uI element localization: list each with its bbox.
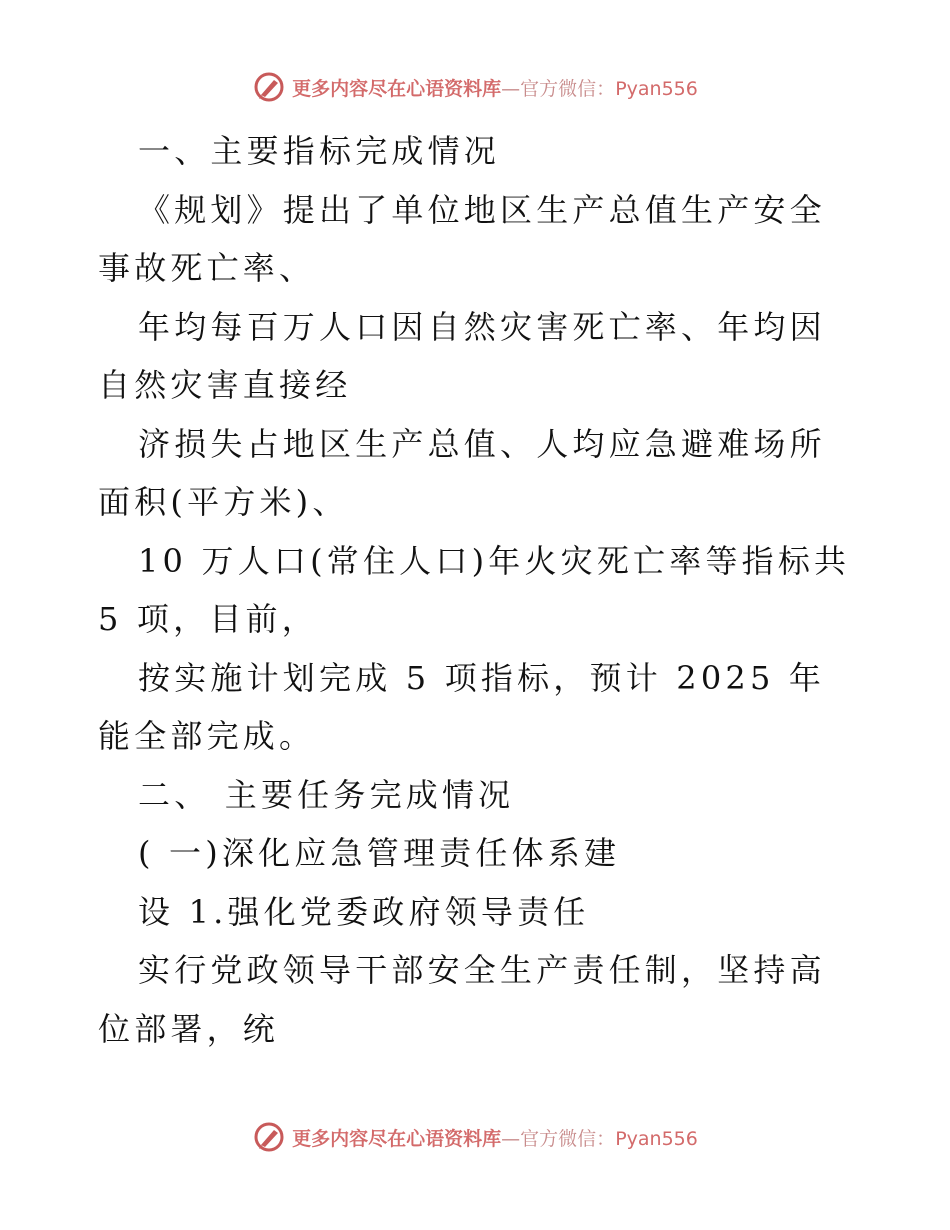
paragraph: 按实施计划完成 5 项指标，预计 2025 年能全部完成。	[98, 658, 826, 755]
pen-circle-icon	[252, 1120, 286, 1154]
watermark-separator: —	[501, 77, 521, 100]
heading-main-indicators: 一、主要指标完成情况	[138, 132, 501, 170]
footer-watermark	[0, 1120, 950, 1154]
watermark-main: 更多内容尽在心语资料库	[292, 1127, 502, 1150]
paragraph: 实行党政领导干部安全生产责任制，坚持高位部署，统	[98, 951, 826, 1048]
watermark-text	[292, 1124, 698, 1151]
paragraph: 年均每百万人口因自然灾害死亡率、年均因自然灾害直接经	[98, 307, 826, 404]
document-body	[98, 122, 858, 1058]
subheading: 设 1.强化党委政府领导责任	[138, 892, 590, 931]
paragraph: 《规划》提出了单位地区生产总值生产安全事故死亡率、	[98, 190, 826, 287]
watermark-separator: —	[501, 1127, 521, 1150]
pen-circle-icon	[252, 70, 286, 104]
watermark-id: Pyan556	[615, 1127, 698, 1150]
heading-main-tasks: 二、 主要任务完成情况	[138, 775, 515, 814]
watermark-text	[292, 74, 698, 101]
paragraph: 10 万人口(常住人口)年火灾死亡率等指标共 5 项，目前，	[98, 541, 851, 638]
watermark-id: Pyan556	[615, 77, 698, 100]
subheading: ( 一)深化应急管理责任体系建	[138, 834, 621, 872]
header-watermark	[0, 70, 950, 104]
paragraph: 济损失占地区生产总值、人均应急避难场所面积(平方米)、	[98, 424, 826, 521]
watermark-label: 官方微信：	[520, 77, 616, 100]
watermark-label: 官方微信：	[520, 1127, 616, 1150]
watermark-main: 更多内容尽在心语资料库	[292, 77, 502, 100]
